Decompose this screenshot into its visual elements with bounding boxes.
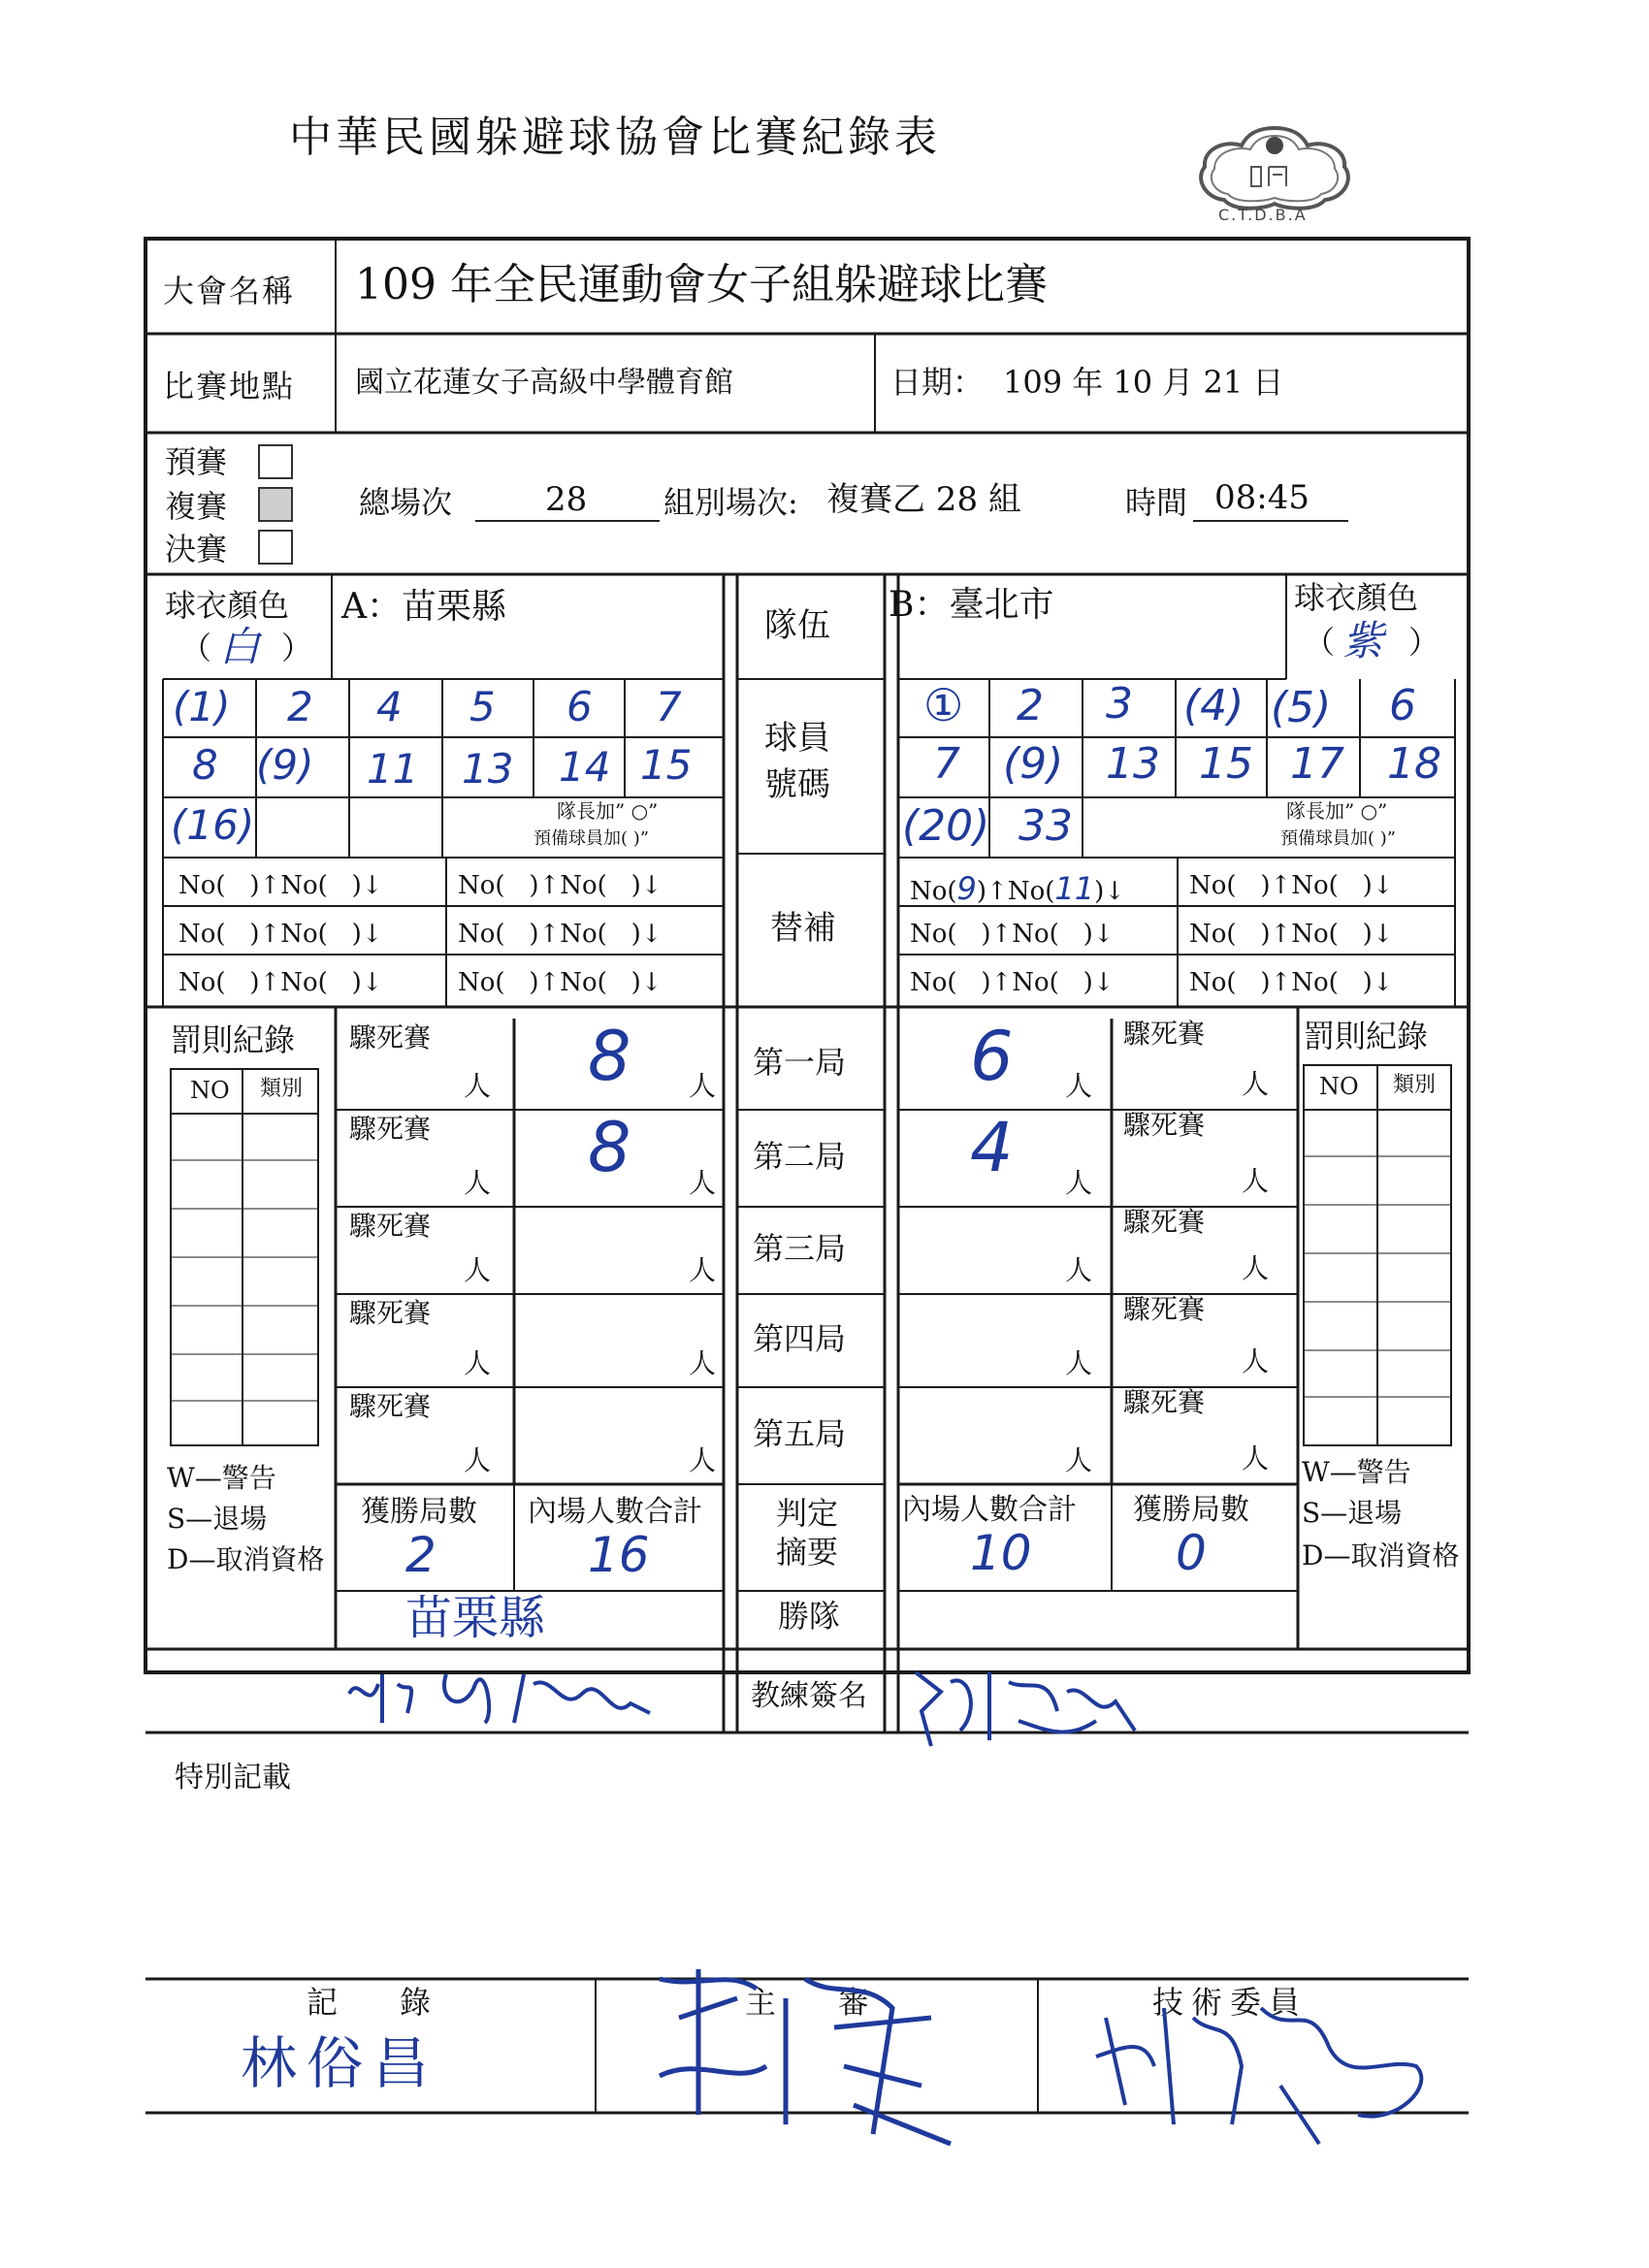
team-b-number: 3 — [1106, 679, 1133, 729]
team-b-inner-total-label: 內場人數合計 — [902, 1493, 1077, 1527]
date-value: 109 年 10 月 21 日 — [1003, 364, 1284, 401]
team-b-number: 7 — [933, 739, 960, 789]
team-a-sudden-death-unit: 人 — [464, 1167, 492, 1199]
group-match-value: 複賽乙 28 組 — [826, 480, 1021, 519]
legend-b-d: D—取消資格 — [1302, 1539, 1460, 1571]
winner-label: 勝隊 — [778, 1598, 841, 1635]
team-a-jersey-open: （ — [180, 630, 212, 666]
sub-in-blank — [957, 968, 982, 997]
event-label: 大會名稱 — [163, 273, 296, 309]
sub-down-arrow: )↓ — [1094, 877, 1126, 906]
sub-up-arrow: )↑No( — [249, 968, 328, 997]
sub-in-blank — [1237, 968, 1261, 997]
sub-down-arrow: )↓ — [1083, 920, 1115, 949]
set-label: 第一局 — [753, 1044, 847, 1081]
sub-down-arrow: )↓ — [630, 871, 663, 900]
time-underline — [1193, 520, 1348, 522]
team-b-sudden-death-unit: 人 — [1242, 1252, 1270, 1284]
recorder-name: 林俗昌 — [241, 2030, 439, 2096]
team-b-set-unit: 人 — [1065, 1070, 1093, 1102]
substitution-entry[interactable] — [178, 873, 383, 898]
team-b-sudden-death-unit: 人 — [1242, 1345, 1270, 1377]
judgement-label-1: 判定 — [776, 1495, 839, 1532]
technical-committee-signature — [1067, 1979, 1455, 2173]
sub-up-arrow: )↑No( — [981, 968, 1059, 997]
team-column-label: 隊伍 — [764, 606, 830, 645]
team-a-number: (16) — [171, 801, 255, 849]
team-a-number: 14 — [559, 743, 611, 791]
venue-name: 國立花蓮女子高級中學體育館 — [355, 366, 733, 400]
total-match-label: 總場次 — [359, 484, 453, 521]
recorder-label: 記 錄 — [307, 1984, 432, 2021]
total-match-underline — [475, 520, 660, 522]
team-a-number: 4 — [376, 683, 403, 730]
team-b-jersey-open: （ — [1304, 624, 1336, 661]
sub-no-prefix: No( — [1189, 920, 1237, 949]
sub-down-arrow: )↓ — [1362, 920, 1394, 949]
sub-out-blank — [1059, 920, 1083, 949]
sub-in-blank — [957, 920, 982, 949]
player-number-label-2: 號碼 — [764, 765, 830, 804]
set-label: 第三局 — [753, 1230, 847, 1267]
team-b-number: 15 — [1199, 739, 1253, 789]
team-a-number: 13 — [462, 745, 514, 793]
team-b-number: (4) — [1183, 681, 1245, 730]
coach-a-signature — [340, 1655, 669, 1733]
sub-down-arrow: )↓ — [630, 920, 663, 949]
sub-up-arrow: )↑No( — [529, 871, 607, 900]
team-a-jersey-close: ） — [281, 630, 313, 666]
team-b-number: 33 — [1018, 801, 1073, 851]
team-b-sudden-death-label: 驟死賽 — [1123, 1206, 1206, 1238]
referee-signature — [640, 1960, 970, 2154]
sub-down-arrow: )↓ — [351, 968, 383, 997]
team-b-number: ① — [923, 679, 964, 731]
team-b-reserve-note: 預備球員加( )” — [1280, 828, 1396, 849]
team-a-sudden-death-label: 驟死賽 — [349, 1113, 432, 1145]
team-a-set-unit: 人 — [689, 1347, 717, 1379]
sub-up-arrow: )↑No( — [1260, 871, 1339, 900]
document-title: 中華民國躲避球協會比賽紀錄表 — [289, 113, 941, 162]
sub-in-blank — [226, 920, 250, 949]
team-a-captain-note: 隊長加” ○” — [557, 799, 659, 823]
penalty-a-no-header: NO — [190, 1077, 230, 1104]
sub-up-arrow: )↑No( — [249, 871, 328, 900]
team-a-sudden-death-unit: 人 — [464, 1070, 492, 1102]
sub-out-blank — [1339, 871, 1363, 900]
legend-a-w: W—警告 — [167, 1462, 276, 1494]
sub-out-blank — [607, 968, 631, 997]
team-b-sudden-death-unit: 人 — [1242, 1165, 1270, 1197]
winner-name: 苗栗縣 — [405, 1591, 546, 1645]
team-b-number: (9) — [1003, 739, 1064, 789]
team-a-set-score: 8 — [588, 1108, 631, 1187]
team-b-jersey-label: 球衣顏色 — [1294, 579, 1419, 616]
penalty-b-no-header: NO — [1319, 1073, 1359, 1100]
technical-committee-label: 技術委員 — [1152, 1984, 1309, 2021]
substitution-entry[interactable] — [1189, 922, 1394, 947]
sub-no-prefix: No( — [178, 920, 226, 949]
sub-in-blank — [505, 968, 530, 997]
penalty-b-type-header: 類別 — [1393, 1073, 1437, 1097]
stage-prelim-label: 預賽 — [165, 443, 228, 480]
team-a-number: (9) — [256, 741, 314, 789]
team-a-sets-won-label: 獲勝局數 — [361, 1495, 477, 1529]
team-a-set-unit: 人 — [689, 1167, 717, 1199]
logo-text: C.T.D.B.A — [1218, 206, 1308, 224]
set-label: 第二局 — [753, 1138, 847, 1175]
sub-no-prefix: No( — [910, 968, 957, 997]
sub-down-arrow: )↓ — [1083, 968, 1115, 997]
team-a-sets-won: 2 — [405, 1527, 436, 1583]
legend-a-s: S—退場 — [167, 1503, 268, 1535]
team-a-number: 6 — [566, 683, 593, 730]
legend-b-s: S—退場 — [1302, 1497, 1403, 1529]
sub-up-arrow: )↑No( — [529, 968, 607, 997]
set-label: 第五局 — [753, 1415, 847, 1452]
team-b-set-unit: 人 — [1065, 1167, 1093, 1199]
venue-label: 比賽地點 — [163, 368, 296, 405]
sub-up-arrow: )↑No( — [976, 877, 1055, 906]
substitution-entry[interactable] — [178, 970, 383, 995]
sub-up-arrow: )↑No( — [529, 920, 607, 949]
team-a-sudden-death-label: 驟死賽 — [349, 1390, 432, 1422]
stage-repechage-checkbox[interactable] — [258, 487, 293, 522]
team-b-set-unit: 人 — [1065, 1347, 1093, 1379]
coach-sign-label: 教練簽名 — [751, 1679, 867, 1713]
group-match-label: 組別場次: — [663, 484, 798, 521]
team-b-sudden-death-label: 驟死賽 — [1123, 1109, 1206, 1141]
team-a-sudden-death-unit: 人 — [464, 1347, 492, 1379]
time-value: 08:45 — [1214, 478, 1310, 517]
team-a-inner-total-label: 內場人數合計 — [528, 1495, 702, 1529]
event-name: 109 年全民運動會女子組躲避球比賽 — [355, 260, 1048, 309]
referee-label: 主 審 — [745, 1984, 870, 2021]
team-b-jersey-close: ） — [1408, 624, 1440, 661]
team-a-set-unit: 人 — [689, 1444, 717, 1476]
time-label: 時間 — [1125, 484, 1188, 521]
legend-b-w: W—警告 — [1302, 1456, 1411, 1488]
sub-out-blank — [328, 920, 352, 949]
team-b-set-unit: 人 — [1065, 1444, 1093, 1476]
team-b-number: 2 — [1017, 681, 1044, 730]
sub-no-prefix: No( — [458, 968, 505, 997]
sub-out-blank — [607, 920, 631, 949]
team-a-sudden-death-label: 驟死賽 — [349, 1297, 432, 1329]
stage-final-label: 決賽 — [165, 531, 228, 567]
team-a-number: 11 — [367, 745, 419, 793]
team-a-number: 5 — [469, 683, 496, 730]
substitution-entry[interactable] — [458, 970, 663, 995]
sub-no-prefix: No( — [178, 968, 226, 997]
sub-down-arrow: )↓ — [351, 920, 383, 949]
sub-no-prefix: No( — [178, 871, 226, 900]
sub-in-blank — [505, 871, 530, 900]
player-number-label-1: 球員 — [764, 719, 830, 758]
team-b-jersey-color: 紫 — [1342, 617, 1384, 664]
legend-a-d: D—取消資格 — [167, 1543, 325, 1575]
team-a-jersey-label: 球衣顏色 — [165, 587, 290, 624]
team-a-sudden-death-label: 驟死賽 — [349, 1210, 432, 1242]
penalty-a-title: 罰則紀錄 — [171, 1021, 296, 1058]
team-b-sudden-death-label: 驟死賽 — [1123, 1018, 1206, 1050]
substitution-entry[interactable] — [1189, 873, 1394, 898]
team-a-inner-total: 16 — [588, 1527, 650, 1583]
team-b-number: (5) — [1271, 683, 1332, 732]
stage-repechage-label: 複賽 — [165, 488, 228, 525]
special-notes-label: 特別記載 — [175, 1761, 291, 1795]
sub-in-blank — [226, 871, 250, 900]
substitution-entry[interactable] — [178, 922, 383, 947]
sub-out-number: 11 — [1054, 870, 1095, 907]
sub-no-prefix: No( — [1189, 871, 1237, 900]
sub-out-blank — [607, 871, 631, 900]
team-b-sudden-death-label: 驟死賽 — [1123, 1386, 1206, 1418]
team-a-number: 15 — [640, 741, 693, 789]
team-a-reserve-note: 預備球員加( )” — [534, 828, 649, 849]
team-a-number: 8 — [192, 741, 218, 789]
penalty-a-type-header: 類別 — [260, 1077, 304, 1101]
date-label: 日期： — [890, 364, 985, 401]
sub-in-blank — [226, 968, 250, 997]
team-b-set-unit: 人 — [1065, 1254, 1093, 1286]
team-a-number: (1) — [173, 683, 231, 730]
team-a-number: 2 — [287, 683, 313, 730]
sub-no-prefix: No( — [1189, 968, 1237, 997]
team-b-inner-total: 10 — [970, 1525, 1032, 1581]
team-b-number: 18 — [1387, 739, 1441, 789]
substitution-entry[interactable] — [910, 870, 1126, 907]
sub-out-blank — [328, 871, 352, 900]
sub-down-arrow: )↓ — [630, 968, 663, 997]
team-b-sudden-death-unit: 人 — [1242, 1068, 1270, 1100]
sub-up-arrow: )↑No( — [249, 920, 328, 949]
sub-in-blank — [1237, 871, 1261, 900]
team-b-number: 6 — [1389, 681, 1416, 730]
team-a-set-unit: 人 — [689, 1254, 717, 1286]
team-b-sudden-death-unit: 人 — [1242, 1442, 1270, 1474]
team-b-sets-won-label: 獲勝局數 — [1133, 1493, 1249, 1527]
sub-out-blank — [1339, 920, 1363, 949]
sub-up-arrow: )↑No( — [1260, 920, 1339, 949]
team-a-number: 7 — [656, 683, 682, 730]
set-label: 第四局 — [753, 1320, 847, 1357]
sub-down-arrow: )↓ — [1362, 968, 1394, 997]
team-b-number: 13 — [1106, 739, 1160, 789]
substitution-entry[interactable] — [458, 922, 663, 947]
team-a-sudden-death-unit: 人 — [464, 1444, 492, 1476]
coach-b-signature — [902, 1653, 1174, 1760]
sub-in-blank — [505, 920, 530, 949]
team-a-sudden-death-unit: 人 — [464, 1254, 492, 1286]
judgement-label-2: 摘要 — [776, 1534, 839, 1571]
penalty-b-title: 罰則紀錄 — [1304, 1018, 1429, 1054]
stage-final-checkbox[interactable] — [258, 530, 293, 565]
substitution-entry[interactable] — [910, 970, 1115, 995]
sub-no-prefix: No( — [910, 920, 957, 949]
total-match-value: 28 — [545, 480, 588, 519]
team-b-sudden-death-label: 驟死賽 — [1123, 1293, 1206, 1325]
substitution-entry[interactable] — [458, 873, 663, 898]
team-a-set-score: 8 — [588, 1017, 631, 1096]
team-a-sudden-death-label: 驟死賽 — [349, 1021, 432, 1053]
sub-up-arrow: )↑No( — [1260, 968, 1339, 997]
team-b-sets-won: 0 — [1176, 1525, 1207, 1581]
stage-prelim-checkbox[interactable] — [258, 444, 293, 479]
sub-no-prefix: No( — [458, 920, 505, 949]
team-a-set-unit: 人 — [689, 1070, 717, 1102]
team-b-name: B：臺北市 — [889, 585, 1054, 625]
sub-in-number: 9 — [956, 870, 977, 907]
sub-out-blank — [1059, 968, 1083, 997]
team-b-number: (20) — [902, 801, 990, 851]
substitution-entry[interactable] — [1189, 970, 1394, 995]
team-b-set-score: 4 — [970, 1108, 1014, 1187]
substitution-entry[interactable] — [910, 922, 1115, 947]
sub-up-arrow: )↑No( — [981, 920, 1059, 949]
sub-no-prefix: No( — [458, 871, 505, 900]
team-b-captain-note: 隊長加” ○” — [1286, 799, 1388, 823]
sub-out-blank — [328, 968, 352, 997]
substitution-label: 替補 — [770, 909, 836, 948]
team-a-name: A：苗栗縣 — [341, 587, 506, 627]
sub-out-blank — [1339, 968, 1363, 997]
sub-in-blank — [1237, 920, 1261, 949]
sub-no-prefix: No( — [910, 877, 957, 906]
team-b-number: 17 — [1290, 739, 1344, 789]
team-a-jersey-color: 白 — [219, 623, 261, 670]
sub-down-arrow: )↓ — [351, 871, 383, 900]
sub-down-arrow: )↓ — [1362, 871, 1394, 900]
team-b-set-score: 6 — [970, 1017, 1014, 1096]
